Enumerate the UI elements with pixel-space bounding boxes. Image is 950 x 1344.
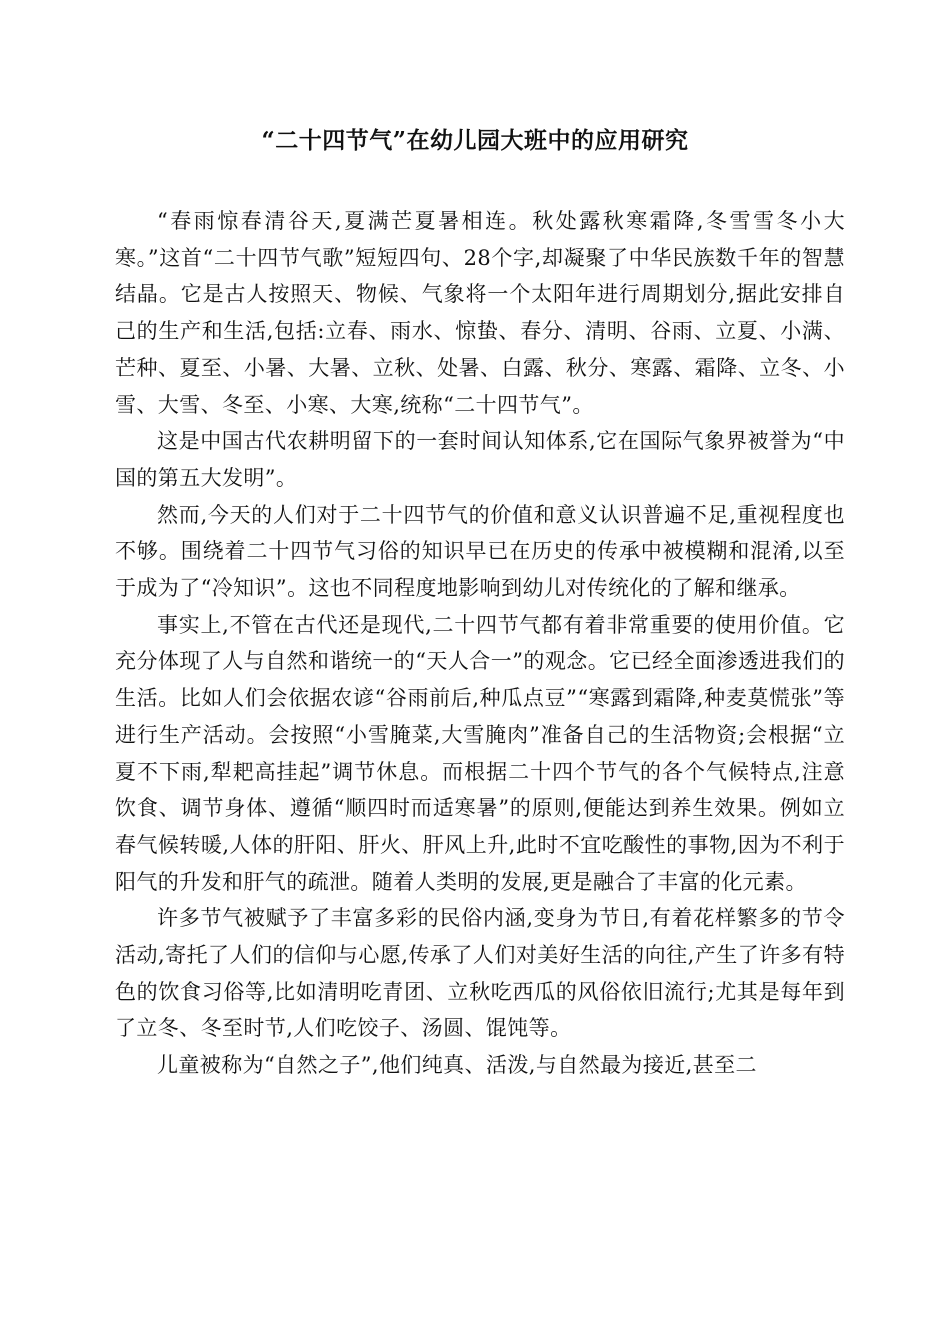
paragraph: 事实上,不管在古代还是现代,二十四节气都有着非常重要的使用价值。它充分体现了人与自然和谐统一的“天人合一”的观念。它已经全面渗透进我们的生活。比如人们会依据农谚“谷雨前后,种瓜点豆”“寒露到霜降,种麦莫慌张”等进行生产活动。会按照“小雪腌菜,大雪腌肉”准备自己的生活物资;会根据“立夏不下雨,犁耙高挂起”调节休息。而根据二十四个节气的各个气候特点,注意饮食、调节身体、遵循“顺四时而适寒暑”的原则,便能达到养生效果。例如立春气候转暖,人体的肝阳、肝火、肝风上升,此时不宜吃酸性的事物,因为不利于阳气的升发和肝气的疏泄。随着人类明的发展,更是融合了丰富的化元素。 — [115, 612, 845, 894]
paragraph: 这是中国古代农耕明留下的一套时间认知体系,它在国际气象界被誉为“中国的第五大发明”。 — [115, 429, 845, 490]
paragraph: 许多节气被赋予了丰富多彩的民俗内涵,变身为节日,有着花样繁多的节令活动,寄托了人们的信仰与心愿,传承了人们对美好生活的向往,产生了许多有特色的饮食习俗等,比如清明吃青团、立秋吃西瓜的风俗依旧流行;尤其是每年到了立冬、冬至时节,人们吃饺子、汤圆、馄饨等。 — [115, 906, 845, 1041]
paragraph: 儿童被称为“自然之子”,他们纯真、活泼,与自然最为接近,甚至二 — [157, 1053, 757, 1078]
document-body — [115, 203, 845, 1084]
document-title: “二十四节气”在幼儿园大班中的应用研究 — [261, 127, 689, 154]
paragraph: 然而,今天的人们对于二十四节气的价值和意义认识普遍不足,重视程度也不够。围绕着二十四节气习俗的知识早已在历史的传承中被模糊和混淆,以至于成为了“冷知识”。这也不同程度地影响到幼儿对传统化的了解和继承。 — [115, 502, 845, 601]
paragraph: “春雨惊春清谷天,夏满芒夏暑相连。秋处露秋寒霜降,冬雪雪冬小大寒。”这首“二十四节气歌”短短四句、28个字,却凝聚了中华民族数千年的智慧结晶。它是古人按照天、物候、气象将一个太阳年进行周期划分,据此安排自己的生产和生活,包括:立春、雨水、惊蛰、春分、清明、谷雨、立夏、小满、芒种、夏至、小暑、大暑、立秋、处暑、白露、秋分、寒露、霜降、立冬、小雪、大雪、冬至、小寒、大寒,统称“二十四节气”。 — [115, 209, 845, 417]
